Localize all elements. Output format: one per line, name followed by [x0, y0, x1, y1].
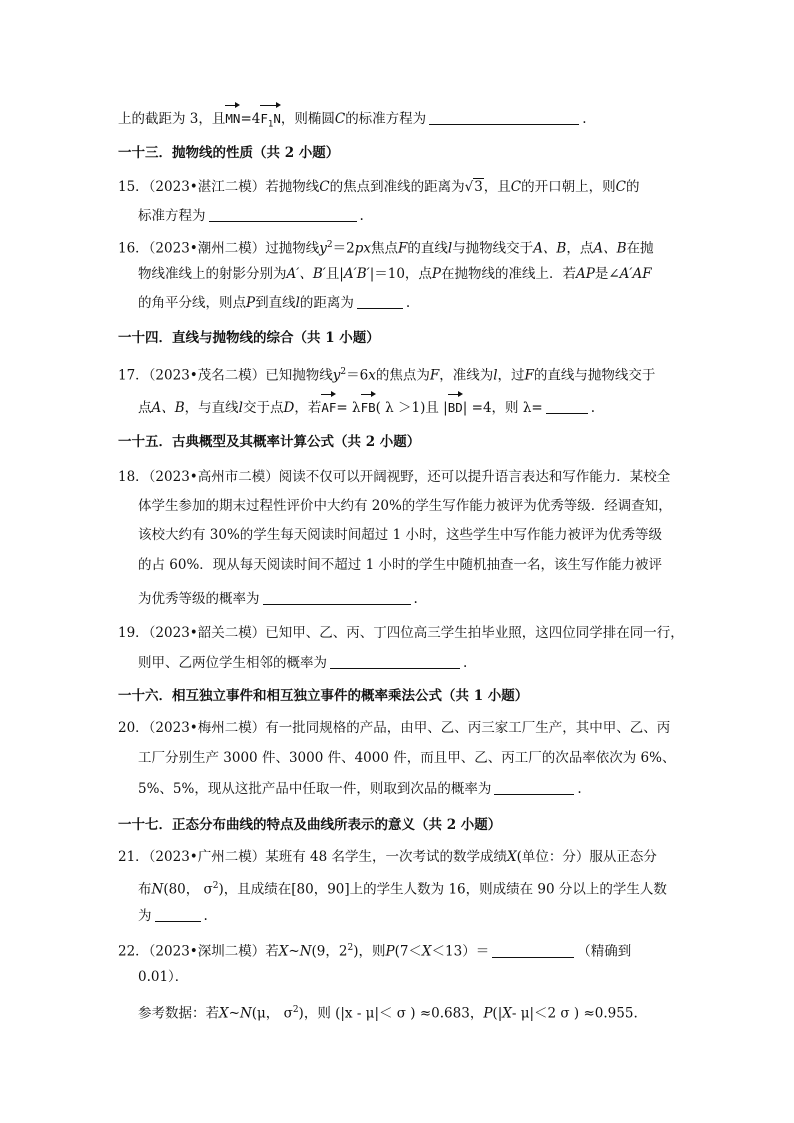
section-heading: 一十六．相互独立事件和相互独立事件的概率乘法公式（共 1 小题） [118, 688, 529, 704]
section-heading: 一十七．正态分布曲线的特点及曲线所表示的意义（共 2 小题） [118, 817, 502, 833]
section-heading: 一十五．古典概型及其概率计算公式（共 2 小题） [118, 434, 421, 450]
vector-af: AF [321, 393, 336, 418]
question-17-line: 点A、B，与直线l交于点D，若AF= λFB( λ ＞1)且 |BD| =4，则 λ= . [138, 393, 595, 418]
answer-blank[interactable] [330, 654, 460, 669]
vector-mn: MN [225, 104, 240, 129]
question-18-line: 该校大约有 30%的学生每天阅读时间超过 1 小时，这些学生中写作能力被评为优秀等级 [138, 527, 662, 543]
sqrt-symbol: √3 [464, 179, 483, 195]
answer-blank[interactable] [492, 943, 574, 958]
text-line: 上的截距为 3，且$MN=4F_1N$，则椭圆C的标准方程为 . [118, 104, 586, 135]
question-16-line: 物线准线上的射影分别为A′、B′且|A′B′|＝10，点P在抛物线的准线上．若AP是∠A′AF [138, 266, 652, 282]
question-16-line: 16．（2023•潮州二模）过抛物线$y^2=2px$焦点F的直线l与抛物线交于A、B，点A、B在抛 [118, 240, 654, 257]
question-22-line: 22．（2023•深圳二模）若X~N(9，$2^2$)，则P(7＜X＜13）＝ （精确到 [118, 943, 632, 960]
answer-blank[interactable] [429, 110, 579, 125]
question-15-line: 标准方程为 . [138, 208, 364, 224]
vector-fb: FB [361, 393, 376, 418]
question-18-line: 为优秀等级的概率为 . [138, 591, 418, 607]
answer-blank[interactable] [494, 780, 574, 795]
question-19-line: 19．（2023•韶关二模）已知甲、乙、丙、丁四位高三学生拍毕业照，这四位同学排在同一行， [118, 625, 684, 641]
answer-blank[interactable] [546, 399, 588, 414]
question-20-line: 20．（2023•梅州二模）有一批同规格的产品，由甲、乙、丙三家工厂生产，其中甲、乙、丙 [118, 720, 671, 736]
section-heading: 一十四．直线与抛物线的综合（共 1 小题） [118, 330, 380, 346]
question-18-line: 18．（2023•高州市二模）阅读不仅可以开阔视野，还可以提升语言表达和写作能力．某校全 [118, 469, 671, 485]
question-17-line: 17．（2023•茂名二模）已知抛物线$y^2=6x$的焦点为F，准线为l，过F的直线与抛物线交于 [118, 367, 656, 384]
question-15-line: 15．（2023•湛江二模）若抛物线C的焦点到准线的距离为√3，且C的开口朝上，则C的 [118, 179, 640, 195]
vector-bd: BD [448, 393, 463, 418]
question-22-line: 0.01）． [138, 969, 189, 985]
question-19-line: 则甲、乙两位学生相邻的概率为 . [138, 655, 468, 671]
answer-blank[interactable] [263, 590, 411, 605]
question-18-line: 的占 60%．现从每天阅读时间不超过 1 小时的学生中随机抽查一名，该生写作能力被评 [138, 557, 662, 573]
answer-blank[interactable] [357, 294, 403, 309]
question-21-line: 布N(80， $\sigma^2$)，且成绩在[80，90]上的学生人数为 16，则成绩在 90 分以上的学生人数 [138, 881, 667, 898]
question-16-line: 的角平分线，则点P到直线l的距离为 . [138, 295, 411, 311]
answer-blank[interactable] [209, 207, 357, 222]
question-20-line: 5%、5%，现从这批产品中任取一件，则取到次品的概率为 . [138, 781, 582, 797]
question-21-line: 21．（2023•广州二模）某班有 48 名学生，一次考试的数学成绩X(单位：分）服从正态分 [118, 849, 657, 865]
question-22-line: 参考数据：若X~N(μ， $\sigma^2$)，则 (|x - μ|＜ σ ) ≈0.683，P(|X- μ|＜2 σ ) ≈0.955. [138, 1005, 638, 1022]
section-heading: 一十三．抛物线的性质（共 2 小题） [118, 145, 340, 161]
vector-f1n: $F_1N$ [260, 104, 280, 135]
question-18-line: 体学生参加的期末过程性评价中大约有 20%的学生写作能力被评为优秀等级．经调查知， [138, 498, 672, 514]
answer-blank[interactable] [155, 907, 201, 922]
question-20-line: 工厂分别生产 3000 件、3000 件、4000 件，而且甲、乙、丙工厂的次品率依次为 6%、 [138, 750, 676, 766]
question-21-line: 为 . [138, 908, 208, 924]
